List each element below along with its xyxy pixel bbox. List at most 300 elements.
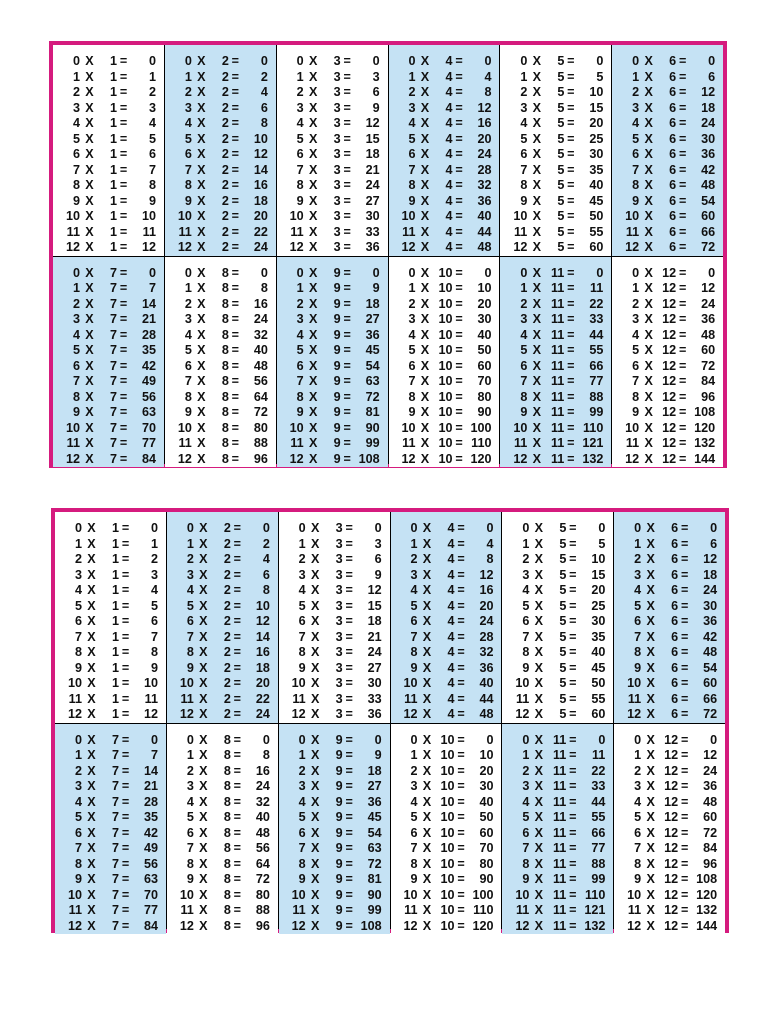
times-sign: X [87, 645, 96, 659]
product: 0 [260, 265, 268, 280]
product: 72 [367, 856, 382, 871]
multiplier: 12 [664, 918, 679, 933]
multiplier: 7 [111, 825, 119, 840]
multiplier: 7 [111, 872, 119, 886]
multiplier: 11 [553, 748, 567, 762]
equation-line [165, 343, 276, 359]
multiplier: 1 [109, 209, 117, 223]
times-sign: X [422, 536, 432, 551]
product: 132 [582, 451, 604, 466]
times-sign: X [85, 265, 94, 280]
product: 9 [372, 100, 380, 115]
multiplier: 11 [553, 841, 567, 855]
multiplier: 7 [109, 312, 117, 326]
equation-line [279, 537, 390, 553]
multiplicand: 6 [520, 147, 528, 161]
equation-line [277, 240, 388, 256]
times-sign: X [85, 100, 94, 115]
multiplier: 12 [664, 872, 679, 886]
times-sign: X [534, 903, 544, 917]
equals-sign: = [345, 676, 353, 690]
equation-line [500, 328, 611, 344]
equation-line [612, 328, 723, 344]
multiplier: 1 [109, 116, 117, 130]
multiplicand: 8 [184, 389, 192, 404]
multiplicand: 10 [291, 887, 306, 902]
product: 28 [479, 629, 494, 644]
product: 40 [479, 676, 494, 690]
product: 8 [486, 552, 494, 566]
product: 49 [141, 374, 156, 388]
multiplier: 2 [223, 629, 231, 644]
equation-line [55, 857, 166, 873]
times-sign: X [310, 583, 320, 597]
product: 0 [484, 54, 492, 68]
equation-line [279, 676, 390, 692]
multiplicand: 0 [522, 521, 530, 535]
product: 90 [479, 872, 494, 886]
multiplier: 10 [438, 296, 453, 311]
multiplicand: 3 [296, 312, 304, 326]
multiplicand: 4 [186, 583, 194, 597]
equals-sign: = [121, 918, 130, 933]
equation-line [391, 810, 502, 826]
product: 33 [367, 691, 382, 706]
multiplier: 3 [333, 69, 341, 84]
multiplicand: 9 [632, 193, 640, 208]
times-sign: X [420, 312, 430, 326]
equals-sign: = [343, 451, 351, 466]
times-sign: X [644, 281, 653, 295]
multiplicand: 8 [74, 856, 82, 871]
multiplicand: 0 [298, 521, 306, 535]
equation-line [279, 872, 390, 888]
times-sign: X [308, 405, 318, 419]
equals-sign: = [455, 54, 463, 68]
multiplicand: 7 [520, 162, 528, 177]
equation-line [389, 225, 500, 241]
multiplicand: 5 [184, 343, 192, 357]
equals-sign: = [121, 660, 130, 675]
multiplicand: 9 [74, 872, 82, 886]
product: 28 [143, 794, 158, 809]
multiplier: 4 [447, 552, 455, 566]
multiplicand: 0 [298, 732, 306, 747]
equals-sign: = [345, 903, 353, 917]
product: 10 [591, 552, 606, 566]
equation-line [502, 537, 613, 553]
equation-line [55, 733, 166, 749]
multiplier: 6 [671, 614, 679, 628]
times-sign: X [532, 436, 542, 450]
product: 121 [582, 436, 604, 450]
equals-sign: = [233, 676, 241, 690]
multiplicand: 9 [634, 660, 642, 675]
multiplier: 9 [335, 748, 343, 762]
multiplicand: 1 [298, 748, 306, 762]
product: 5 [150, 598, 158, 613]
equals-sign: = [343, 100, 351, 115]
equation-line [55, 748, 166, 764]
equation-line [167, 903, 278, 919]
times-sign: X [308, 240, 318, 254]
multiplier: 5 [559, 629, 567, 644]
multiplier: 8 [221, 374, 229, 388]
equals-sign: = [455, 358, 463, 373]
equals-sign: = [343, 312, 351, 326]
product: 24 [253, 240, 268, 254]
equation-line [502, 795, 613, 811]
product: 132 [694, 436, 716, 450]
product: 40 [477, 209, 492, 223]
equation-line [391, 630, 502, 646]
multiplier: 9 [333, 420, 341, 435]
equation-line [391, 748, 502, 764]
multiplicand: 2 [408, 85, 416, 99]
multiplier: 8 [221, 281, 229, 295]
times-sign: X [532, 69, 542, 84]
product: 12 [701, 281, 716, 295]
equals-sign: = [233, 763, 241, 778]
multiplier: 4 [445, 147, 453, 161]
equals-sign: = [457, 779, 465, 793]
times-sign: X [310, 794, 320, 809]
product: 45 [591, 660, 606, 675]
product: 30 [701, 131, 716, 146]
multiplier: 2 [221, 69, 229, 84]
multiplicand: 7 [522, 629, 530, 644]
multiplicand: 0 [186, 732, 194, 747]
equals-sign: = [678, 131, 687, 146]
equals-sign: = [119, 327, 128, 342]
equals-sign: = [569, 598, 577, 613]
multiplier: 12 [662, 265, 677, 280]
product: 5 [596, 69, 604, 84]
equation-line [614, 568, 725, 584]
times-sign: X [85, 131, 94, 146]
product: 4 [260, 85, 268, 99]
multiplicand: 11 [514, 224, 528, 239]
equals-sign: = [455, 69, 463, 84]
equals-sign: = [345, 748, 353, 762]
times-sign: X [644, 131, 653, 146]
product: 10 [589, 85, 604, 99]
product: 20 [253, 209, 268, 223]
equation-line [167, 599, 278, 615]
equals-sign: = [455, 374, 463, 388]
times-sign: X [85, 116, 94, 130]
multiplier: 7 [109, 281, 117, 295]
multiplier: 4 [447, 629, 455, 644]
multiplicand: 3 [408, 312, 416, 326]
multiplier: 8 [223, 856, 231, 871]
product: 32 [479, 645, 494, 659]
multiplicand: 1 [74, 748, 82, 762]
equation-line [391, 841, 502, 857]
equals-sign: = [345, 794, 353, 809]
product: 66 [703, 691, 718, 706]
multiplicand: 11 [516, 903, 530, 917]
equation-line [391, 692, 502, 708]
times-sign: X [532, 178, 542, 192]
multiplier: 11 [553, 794, 567, 809]
times-sign: X [85, 343, 94, 357]
multiplicand: 8 [520, 389, 528, 404]
multiplicand: 0 [184, 265, 192, 280]
equation-line [277, 436, 388, 452]
product: 4 [150, 583, 158, 597]
times-sign: X [532, 54, 542, 68]
times-sign: X [644, 100, 653, 115]
product: 55 [589, 343, 604, 357]
multiplicand: 11 [625, 436, 640, 450]
multiplicand: 11 [404, 691, 418, 706]
multiplier: 12 [664, 779, 679, 793]
equation-line [612, 85, 723, 101]
multiplicand: 0 [410, 732, 418, 747]
product: 0 [148, 54, 156, 68]
product: 8 [260, 281, 268, 295]
multiplier: 11 [553, 856, 567, 871]
multiplier: 10 [438, 312, 453, 326]
product: 3 [374, 536, 382, 551]
multiplicand: 8 [410, 856, 418, 871]
multiplicand: 10 [289, 209, 304, 223]
times-sign: X [420, 178, 430, 192]
multiplier: 1 [111, 660, 119, 675]
equals-sign: = [457, 763, 465, 778]
equation-line [389, 178, 500, 194]
product: 77 [591, 841, 606, 855]
times-sign: X [422, 660, 432, 675]
equals-sign: = [455, 224, 463, 239]
equals-sign: = [343, 265, 351, 280]
product: 22 [589, 296, 604, 311]
times-sign: X [534, 660, 544, 675]
multiplier: 10 [438, 451, 453, 466]
times-sign: X [532, 100, 542, 115]
times-table-2-block [167, 512, 278, 723]
multiplier: 5 [557, 162, 565, 177]
equals-sign: = [343, 436, 351, 450]
multiplicand: 8 [408, 178, 416, 192]
times-sign: X [310, 732, 320, 747]
times-sign: X [308, 131, 318, 146]
multiplier: 12 [662, 405, 677, 419]
equals-sign: = [343, 296, 351, 311]
times-sign: X [87, 903, 96, 917]
multiplicand: 5 [634, 810, 642, 824]
multiplier: 4 [447, 691, 455, 706]
times-sign: X [308, 69, 318, 84]
times-sign: X [87, 887, 96, 902]
equals-sign: = [233, 645, 241, 659]
times-sign: X [644, 389, 653, 404]
multiplier: 1 [109, 131, 117, 146]
multiplier: 10 [438, 405, 453, 419]
multiplier: 12 [662, 389, 677, 404]
product: 84 [143, 918, 158, 933]
equals-sign: = [343, 389, 351, 404]
product: 56 [143, 856, 158, 871]
product: 30 [365, 209, 380, 223]
product: 10 [143, 676, 158, 690]
multiplicand: 6 [72, 358, 80, 373]
times-sign: X [422, 552, 432, 566]
times-sign: X [420, 131, 430, 146]
times-sign: X [534, 810, 544, 824]
multiplier: 3 [335, 660, 343, 675]
multiplier: 9 [333, 436, 341, 450]
equation-line [53, 343, 164, 359]
equals-sign: = [231, 240, 239, 254]
times-sign: X [422, 825, 432, 840]
times-sign: X [646, 903, 655, 917]
multiplicand: 1 [522, 748, 530, 762]
multiplier: 2 [221, 209, 229, 223]
product: 12 [477, 100, 492, 115]
multiplicand: 10 [67, 676, 82, 690]
multiplicand: 3 [522, 567, 530, 582]
equation-line [167, 795, 278, 811]
multiplier: 4 [447, 660, 455, 675]
multiplicand: 12 [515, 707, 530, 721]
times-sign: X [534, 707, 544, 721]
multiplier: 2 [223, 676, 231, 690]
times-sign: X [422, 748, 432, 762]
equation-line [391, 552, 502, 568]
multiplicand: 10 [513, 209, 528, 223]
equals-sign: = [345, 645, 353, 659]
equals-sign: = [231, 312, 239, 326]
times-sign: X [199, 536, 208, 551]
multiplicand: 5 [522, 810, 530, 824]
equation-line [500, 54, 611, 70]
equals-sign: = [569, 763, 577, 778]
product: 0 [372, 265, 380, 280]
equals-sign: = [121, 645, 130, 659]
equation-line [502, 888, 613, 904]
product: 63 [365, 374, 380, 388]
multiplier: 2 [221, 193, 229, 208]
multiplicand: 4 [184, 327, 192, 342]
product: 60 [479, 825, 494, 840]
product: 35 [591, 629, 606, 644]
times-sign: X [308, 374, 318, 388]
multiplicand: 7 [298, 629, 306, 644]
times-sign: X [87, 918, 96, 933]
equals-sign: = [680, 887, 689, 902]
times-sign: X [87, 763, 96, 778]
equation-line [500, 101, 611, 117]
multiplier: 4 [447, 614, 455, 628]
equation-line [277, 374, 388, 390]
equation-line [612, 390, 723, 406]
equals-sign: = [569, 810, 577, 824]
equation-line [389, 163, 500, 179]
times-table-11-block [500, 257, 611, 468]
equals-sign: = [233, 583, 241, 597]
equation-line [500, 147, 611, 163]
multiplicand: 8 [298, 645, 306, 659]
product: 21 [367, 629, 382, 644]
product: 16 [255, 645, 270, 659]
equation-line [277, 85, 388, 101]
equals-sign: = [119, 312, 128, 326]
times-sign: X [87, 629, 96, 644]
multiplier: 8 [223, 748, 231, 762]
equation-line [277, 328, 388, 344]
times-sign: X [422, 732, 432, 747]
equals-sign: = [567, 69, 575, 84]
multiplier: 9 [333, 265, 341, 280]
equation-line [500, 343, 611, 359]
times-sign: X [420, 100, 430, 115]
multiplier: 5 [559, 567, 567, 582]
equation-line [55, 583, 166, 599]
equals-sign: = [343, 209, 351, 223]
multiplier: 4 [445, 209, 453, 223]
equation-line [500, 312, 611, 328]
equation-line [502, 733, 613, 749]
equation-line [389, 194, 500, 210]
equation-line [612, 132, 723, 148]
equals-sign: = [569, 707, 577, 721]
equals-sign: = [345, 598, 353, 613]
times-sign: X [308, 162, 318, 177]
product: 55 [589, 224, 604, 239]
multiplier: 8 [221, 389, 229, 404]
times-sign: X [644, 358, 653, 373]
equals-sign: = [233, 521, 241, 535]
times-sign: X [422, 872, 432, 886]
product: 72 [701, 240, 716, 254]
multiplier: 9 [333, 327, 341, 342]
times-sign: X [197, 100, 206, 115]
equation-line [612, 147, 723, 163]
times-sign: X [85, 162, 94, 177]
equation-line [279, 903, 390, 919]
times-sign: X [308, 389, 318, 404]
times-sign: X [646, 645, 655, 659]
product: 22 [253, 224, 268, 239]
equation-line [53, 374, 164, 390]
multiplier: 7 [111, 810, 119, 824]
times-sign: X [532, 374, 542, 388]
product: 110 [471, 436, 492, 450]
multiplicand: 12 [177, 240, 192, 254]
multiplicand: 9 [184, 193, 192, 208]
product: 120 [472, 918, 494, 933]
multiplier: 4 [447, 536, 455, 551]
product: 12 [703, 552, 718, 566]
product: 25 [589, 131, 604, 146]
multiplicand: 0 [632, 54, 640, 68]
equation-line [614, 779, 725, 795]
product: 21 [141, 312, 156, 326]
equals-sign: = [457, 614, 465, 628]
times-sign: X [310, 872, 320, 886]
product: 0 [598, 521, 606, 535]
equals-sign: = [569, 691, 577, 706]
multiplier: 10 [438, 374, 453, 388]
product: 0 [486, 732, 494, 747]
product: 55 [591, 691, 606, 706]
equals-sign: = [680, 872, 689, 886]
product: 64 [255, 856, 270, 871]
multiplier: 9 [333, 296, 341, 311]
times-sign: X [534, 629, 544, 644]
